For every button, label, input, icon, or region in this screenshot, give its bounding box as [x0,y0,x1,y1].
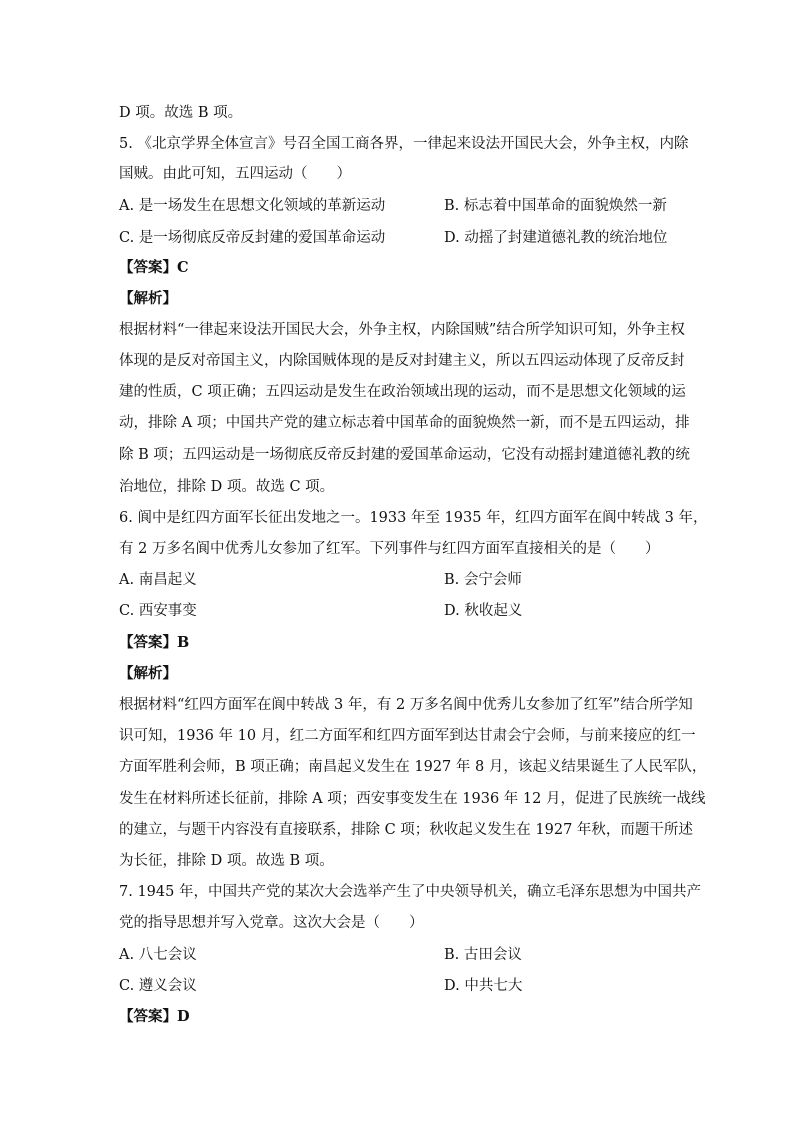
q6-option-a: A. 南昌起义 [119,572,197,588]
q5-option-d: D. 动摇了封建道德礼教的统治地位 [444,230,668,246]
q5-analysis-line: 体现的是反对帝国主义，内除国贼体现的是反对封建主义，所以五四运动体现了反帝反封 [119,353,685,369]
q5-analysis-line: 除 B 项；五四运动是一场彻底反帝反封建的爱国革命运动，它没有动摇封建道德礼教的统 [119,447,690,463]
q5-analysis-line: 治地位，排除 D 项。故选 C 项。 [119,479,335,495]
q7-option-a: A. 八七会议 [119,947,197,963]
q6-option-d: D. 秋收起义 [444,603,523,619]
q5-option-a: A. 是一场发生在思想文化领域的革新运动 [119,198,386,214]
q6-analysis-line: 根据材料“红四方面军在阆中转战 3 年，有 2 万多名阆中优秀儿女参加了红军”结合所学知 [119,697,693,713]
q5-analysis-label: 【解析】 [119,290,177,307]
q7-option-c: C. 遵义会议 [119,978,197,994]
q6-analysis-line: 的建立，与题干内容没有直接联系，排除 C 项；秋收起义发生在 1927 年秋，而题干所述 [119,822,693,838]
q5-analysis-line: 动，排除 A 项；中国共产党的建立标志着中国革命的面貌焕然一新，而不是五四运动，排 [119,415,690,431]
q7-option-d: D. 中共七大 [444,978,523,994]
q7-stem-line-2: 党的指导思想并写入党章。这次大会是（ ） [119,915,424,931]
q7-option-b: B. 古田会议 [444,947,522,963]
q5-stem-line-1: 5. 《北京学界全体宣言》号召全国工商各界，一律起来设法开国民大会，外争主权，内除 [119,136,689,152]
q6-option-c: C. 西安事变 [119,603,197,619]
q7-answer: 【答案】D [119,1008,190,1025]
q5-stem-line-2: 国贼。由此可知，五四运动（ ） [119,166,351,182]
q7-stem-line-1: 7. 1945 年，中国共产党的某次大会选举产生了中央领导机关，确立毛泽东思想为中国共产 [119,884,701,900]
q6-option-b: B. 会宁会师 [444,572,522,588]
previous-answer-tail: D 项。故选 B 项。 [119,105,243,121]
q5-answer: 【答案】C [119,259,189,276]
q6-analysis-line: 为长征，排除 D 项。故选 B 项。 [119,853,334,869]
q6-analysis-line: 发生在材料所述长征前，排除 A 项；西安事变发生在 1936 年 12 月，促进了民族统一战线 [119,791,706,807]
q6-analysis-line: 方面军胜利会师，B 项正确；南昌起义发生在 1927 年 8 月，该起义结果诞生了人民军队， [119,759,707,775]
q6-answer: 【答案】B [119,634,190,651]
q5-option-b: B. 标志着中国革命的面貌焕然一新 [444,198,667,214]
q6-stem-line-1: 6. 阆中是红四方面军长征出发地之一。1933 年至 1935 年，红四方面军在阆中转战 3 年， [119,510,708,526]
q6-stem-line-2: 有 2 万多名阆中优秀儿女参加了红军。下列事件与红四方面军直接相关的是（ ） [119,541,660,557]
q5-analysis-line: 建的性质，C 项正确；五四运动是发生在政治领域出现的运动，而不是思想文化领域的运 [119,384,686,400]
q5-option-c: C. 是一场彻底反帝反封建的爱国革命运动 [119,230,386,246]
q5-analysis-line: 根据材料“一律起来设法开国民大会，外争主权，内除国贼”结合所学知识可知，外争主权 [119,322,685,338]
q6-analysis-line: 识可知，1936 年 10 月，红二方面军和红四方面军到达甘肃会宁会师，与前来接应的红一 [119,728,696,744]
q6-analysis-label: 【解析】 [119,665,177,682]
